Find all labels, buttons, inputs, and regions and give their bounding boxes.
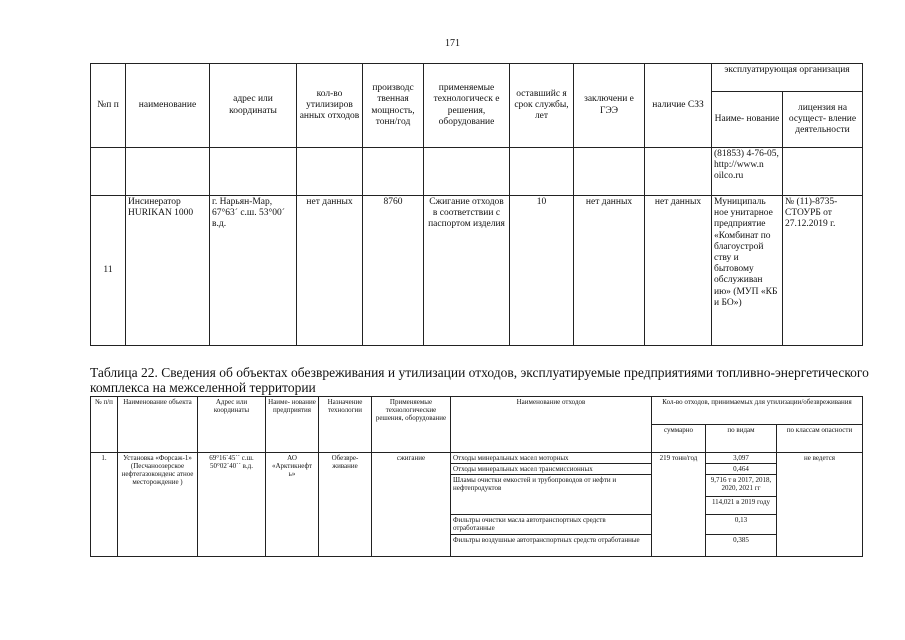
header-gee: заключени е ГЭЭ <box>574 64 645 148</box>
row-szz: нет данных <box>645 196 712 346</box>
t2-row-total: 219 тонн/год <box>652 453 706 557</box>
t2-row-num: 1. <box>91 453 118 557</box>
t2-row-org: АО «Арктикнефт ь» <box>266 453 319 557</box>
waste-amount: 9,716 т в 2017, 2018, 2020, 2021 гг <box>706 475 777 497</box>
t2-header-num: № п/п <box>91 397 118 453</box>
header-org-name: Наиме- нование <box>712 92 783 148</box>
waste-amount: 0,385 <box>706 535 777 557</box>
t2-header-total: суммарно <box>652 425 706 453</box>
waste-amount: 0,464 <box>706 464 777 475</box>
row-org-license: № (11)-8735-СТОУРБ от 27.12.2019 г. <box>783 196 863 346</box>
header-service: оставшийс я срок службы, лет <box>510 64 574 148</box>
blank-cell <box>574 148 645 196</box>
t2-header-name: Наименование объекта <box>118 397 198 453</box>
t2-row-name: Установка «Форсаж-1» (Песчаноозерское нефтегазоконденс атное месторождение ) <box>118 453 198 557</box>
t2-header-address: Адрес или координаты <box>198 397 266 453</box>
blank-cell <box>645 148 712 196</box>
row-tech: Сжигание отходов в соответствии с паспортом изделия <box>424 196 510 346</box>
waste-amount: 0,13 <box>706 515 777 535</box>
row-num: 11 <box>91 196 126 346</box>
org-contact: (81853) 4-76-05, http://www.n oilco.ru <box>712 148 783 196</box>
blank-cell <box>783 148 863 196</box>
header-org-license: лицензия на осущест- вление деятельности <box>783 92 863 148</box>
blank-cell <box>363 148 424 196</box>
t2-row-by-class: не ведется <box>777 453 863 557</box>
waste-amount: 3,097 <box>706 453 777 464</box>
blank-cell <box>510 148 574 196</box>
blank-cell <box>91 148 126 196</box>
fuel-energy-waste-table <box>90 396 863 557</box>
waste-name: Фильтры очистки масла автотранспортных средств отработанные <box>451 515 652 535</box>
row-service: 10 <box>510 196 574 346</box>
row-name: Инсинератор HURIKAN 1000 <box>126 196 210 346</box>
waste-amount-2: 114,021 в 2019 году <box>706 497 777 515</box>
t2-header-by-type: по видам <box>706 425 777 453</box>
row-org-name: Муниципаль ное унитарное предприятие «Комбинат по благоустрой ству и бытовому обслуживан ию» (МУП «КБ и БО») <box>712 196 783 346</box>
waste-name: Фильтры воздушные автотранспортных средств отработанные <box>451 535 652 557</box>
t2-header-purpose: Назначение технологии <box>319 397 372 453</box>
t2-row-purpose: Обезвре- живание <box>319 453 372 557</box>
header-szz: наличие СЗЗ <box>645 64 712 148</box>
t2-header-waste: Наименование отходов <box>451 397 652 453</box>
waste-name: Отходы минеральных масел трансмиссионных <box>451 464 652 475</box>
t2-row-address: 69°16´45´´ с.ш. 50°02´40´´ в.д. <box>198 453 266 557</box>
t2-header-tech: Применяемые технологические решения, оборудование <box>372 397 451 453</box>
waste-name: Отходы минеральных масел моторных <box>451 453 652 464</box>
t2-header-by-class: по классам опасности <box>777 425 863 453</box>
header-name: наименование <box>126 64 210 148</box>
blank-cell <box>297 148 363 196</box>
row-gee: нет данных <box>574 196 645 346</box>
header-count: кол-во утилизиров анных отходов <box>297 64 363 148</box>
waste-name: Шламы очистки емкостей и трубопроводов от нефти и нефтепродуктов <box>451 475 652 515</box>
t2-header-amount-group: Кол-во отходов, принимаемых для утилизации/обезвреживания <box>652 397 863 425</box>
row-capacity: 8760 <box>363 196 424 346</box>
blank-cell <box>424 148 510 196</box>
page-number: 171 <box>445 38 460 49</box>
blank-cell <box>126 148 210 196</box>
header-capacity: производс твенная мощность, тонн/год <box>363 64 424 148</box>
operators-table <box>90 63 863 346</box>
header-org-group: эксплуатирующая организация <box>712 64 863 92</box>
t2-header-org: Наиме- нование предприятия <box>266 397 319 453</box>
row-address: г. Нарьян-Мар, 67°63´ с.ш. 53°00´ в.д. <box>210 196 297 346</box>
header-address: адрес или координаты <box>210 64 297 148</box>
header-tech: применяемые технологическ е решения, оборудование <box>424 64 510 148</box>
t2-row-tech: сжигание <box>372 453 451 557</box>
blank-cell <box>210 148 297 196</box>
row-count: нет данных <box>297 196 363 346</box>
header-num: №п п <box>91 64 126 148</box>
table-caption: Таблица 22. Сведения об объектах обезвреживания и утилизации отходов, эксплуатируемые предприятиями топливно-энергетического комплекса на межселенной территории <box>90 365 869 396</box>
